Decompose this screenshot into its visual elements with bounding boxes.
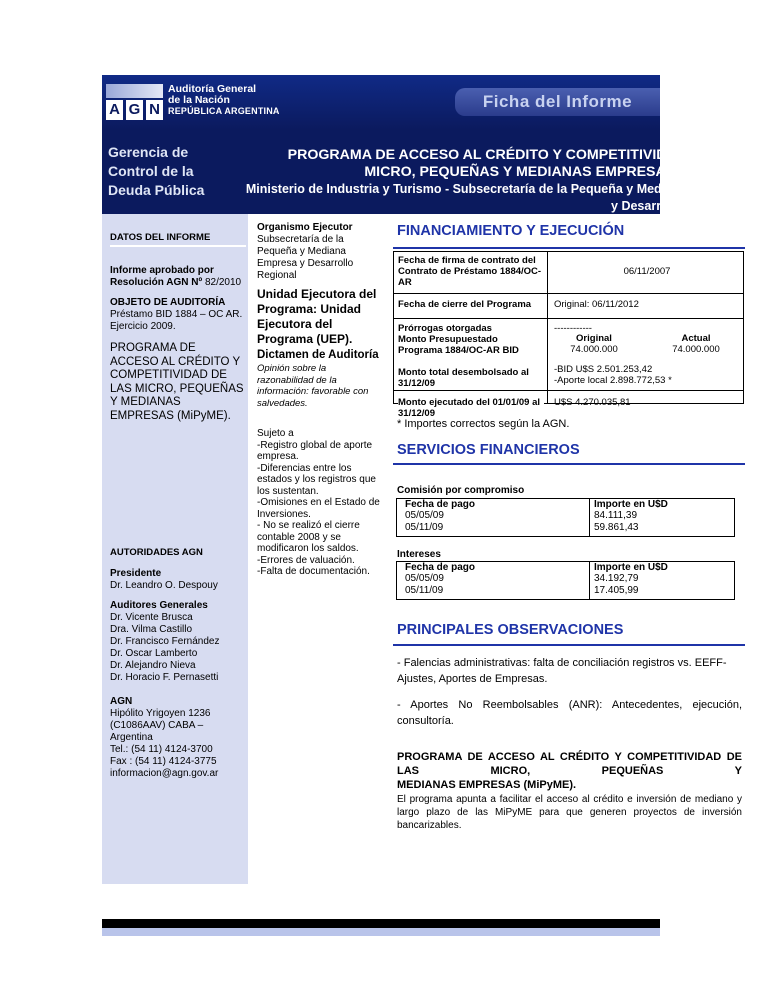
auditor-item: Dr. Horacio F. Pernasetti — [110, 672, 219, 683]
table-border — [743, 251, 744, 404]
col-actual: Actual — [681, 333, 711, 344]
salvedad-item: -Registro global de aporte empresa. — [257, 439, 373, 462]
salvedad-item: -Diferencias entre los estados y los registros que los sustentan. — [257, 462, 376, 497]
agn-email-link[interactable]: informacion@agn.gov.ar — [110, 768, 219, 779]
unidad-ejecutora: Unidad Ejecutora del Programa: Unidad Ejecutora del Programa (UEP). — [257, 287, 377, 346]
gerencia-label: Gerencia de Control de la Deuda Pública — [108, 144, 205, 198]
program-subtitle: Ministerio de Industria y Turismo - Subsecretaría de la Pequeña y Mediana Empresa y Desarrollo Regional. — [245, 182, 743, 213]
desembolsado-local: -Aporte local 2.898.772,53 * — [554, 375, 672, 386]
table-row-divider — [393, 390, 744, 391]
presidente-label: Presidente — [110, 568, 162, 579]
prorrogas-value: ------------ — [554, 323, 592, 334]
org-ejec-value: Subsecretaría de la Pequeña y Mediana Empresa y Desarrollo Regional — [257, 234, 354, 281]
agn-address-line: Hipólito Yrigoyen 1236 — [110, 708, 211, 719]
agn-logo — [106, 84, 166, 120]
agn-fax: Fax : (54 11) 4124-3775 — [110, 756, 217, 767]
intereses-table — [396, 561, 734, 599]
dictamen-label: Dictamen de Auditoría — [257, 349, 379, 361]
salvedad-item: - No se realizó el cierre contable 2008 y se modificaron los saldos. — [257, 520, 360, 554]
table-divider — [547, 251, 548, 404]
organismo-ejecutor — [257, 222, 385, 282]
dictamen-opinion: Opinión sobre la razonabilidad de la información: favorable con salvedades. — [257, 363, 369, 409]
observacion-item: - Falencias administrativas: falta de conciliación registros vs. EEFF-Ajustes, Aportes de Empresas. — [397, 657, 727, 685]
desembolsado-bid: -BID U$S 2.501.253,42 — [554, 364, 653, 375]
logo-letter-n: N — [146, 100, 163, 120]
servicios-heading: SERVICIOS FINANCIEROS — [397, 442, 580, 458]
dictamen — [257, 349, 385, 409]
salvedad-item: -Errores de valuación. — [257, 554, 355, 566]
cierre-value: Original: 06/11/2012 — [554, 299, 639, 310]
objeto-auditoria — [110, 297, 246, 333]
table-border — [393, 251, 744, 252]
objeto-label: OBJETO DE AUDITORÍA — [110, 297, 226, 308]
objeto-value: Préstamo BID 1884 – OC AR. Ejercicio 2009. — [110, 309, 243, 332]
logo-top-stripe — [106, 84, 163, 98]
comision-fecha: 05/11/09 — [405, 522, 444, 533]
comision-fecha: 05/05/09 — [405, 510, 444, 521]
prorrogas-label: Prórrogas otorgadas — [398, 323, 492, 334]
agn-address-line: (C1086AAV) CABA – — [110, 720, 204, 731]
col-fecha: Fecha de pago — [405, 499, 476, 510]
col-importe: Importe en U$D — [594, 499, 668, 510]
presidente — [110, 568, 246, 592]
program-heading-cont: MEDIANAS EMPRESAS (MiPyME). — [397, 779, 577, 791]
org-name-line3: REPÚBLICA ARGENTINA — [168, 106, 280, 116]
salvedad-item: -Omisiones en el Estado de Inversiones. — [257, 497, 380, 520]
intereses-importe: 17.405,99 — [594, 585, 639, 596]
informe-aprobado-value: 82/2010 — [204, 277, 242, 288]
firma-label: Fecha de firma de contrato del Contrato de Préstamo 1884/OC-AR — [398, 255, 542, 288]
comision-table — [396, 498, 734, 536]
presidente-name: Dr. Leandro O. Despouy — [110, 580, 218, 591]
table-border — [393, 251, 394, 404]
financiamiento-table — [393, 251, 744, 419]
ejecutado-value: U$S 4.270.035,81 — [554, 397, 631, 408]
auditor-item: Dr. Alejandro Nieva — [110, 660, 196, 671]
table-row-divider — [393, 293, 744, 294]
agn-contact — [110, 696, 246, 780]
salvedades-list — [257, 428, 385, 578]
table-row-divider — [393, 318, 744, 319]
intereses-fecha: 05/05/09 — [405, 573, 444, 584]
auditor-item: Dra. Vilma Castillo — [110, 624, 193, 635]
autoridades-heading: AUTORIDADES AGN — [110, 547, 203, 558]
col-original: Original — [576, 333, 612, 344]
program-heading: PROGRAMA DE ACCESO AL CRÉDITO Y COMPETITIVIDAD DE LAS MICRO, PEQUEÑAS Y — [397, 751, 742, 777]
intereses-importe: 34.192,79 — [594, 573, 639, 584]
original-value: 74.000.000 — [570, 344, 618, 355]
agn-address-line: Argentina — [110, 732, 153, 743]
comision-importe: 84.111,39 — [594, 510, 638, 521]
col-fecha: Fecha de pago — [405, 562, 476, 573]
section-rule — [393, 463, 745, 465]
logo-letter-a: A — [106, 100, 123, 120]
auditores-label: Auditores Generales — [110, 600, 208, 611]
financiamiento-heading: FINANCIAMIENTO Y EJECUCIÓN — [397, 223, 625, 239]
ficha-tab: Ficha del Informe — [455, 88, 660, 116]
informe-aprobado — [110, 265, 246, 289]
agn-contact-label: AGN — [110, 696, 133, 707]
footer-bar — [102, 919, 660, 928]
footer-bar-light — [102, 928, 660, 936]
comision-label: Comisión por compromiso — [397, 485, 525, 496]
intereses-label: Intereses — [397, 549, 441, 560]
program-description: El programa apunta a facilitar el acceso al crédito e inversión de mediano y largo plazo de las MiPyME para que generen proyectos de inversión bancarizables. — [397, 794, 742, 831]
section-rule — [393, 644, 745, 646]
observaciones-heading: PRINCIPALES OBSERVACIONES — [397, 622, 624, 638]
org-ejec-label: Organismo Ejecutor — [257, 222, 353, 233]
informe-aprobado-label: Informe aprobado por Resolución AGN Nº — [110, 265, 214, 288]
org-name — [168, 84, 280, 117]
observacion-item: - Aportes No Reembolsables (ANR): Antecedentes, ejecución, consultoría. — [397, 699, 742, 727]
auditor-item: Dr. Francisco Fernández — [110, 636, 220, 647]
firma-value: 06/11/2007 — [623, 266, 671, 277]
salvedad-item: Sujeto a — [257, 428, 294, 439]
comision-importe: 59.861,43 — [594, 522, 639, 533]
logo-letter-g: G — [126, 100, 143, 120]
datos-informe-heading: DATOS DEL INFORME — [110, 232, 246, 247]
auditores-generales — [110, 600, 246, 684]
actual-value: 74.000.000 — [672, 344, 720, 355]
intereses-fecha: 05/11/09 — [405, 585, 444, 596]
org-name-line2: de la Nación — [168, 94, 230, 106]
salvedad-item: -Falta de documentación. — [257, 566, 370, 577]
section-rule — [393, 247, 745, 249]
org-name-line1: Auditoría General — [168, 83, 257, 95]
sidebar-program-name: PROGRAMA DE ACCESO AL CRÉDITO Y COMPETITIVIDAD DE LAS MICRO, PEQUEÑAS Y MEDIANAS EMPRESAS (MiPyME). — [110, 342, 244, 422]
agn-phone: Tel.: (54 11) 4124-3700 — [110, 744, 213, 755]
program-title: PROGRAMA DE ACCESO AL CRÉDITO Y COMPETITIVIDAD DE LAS MICRO, PEQUEÑAS Y MEDIANAS EMPRESAS (MiPyME) — [287, 147, 743, 180]
auditor-item: Dr. Oscar Lamberto — [110, 648, 198, 659]
ejecutado-label: Monto ejecutado del 01/01/09 al 31/12/09 — [398, 397, 544, 419]
desembolsado-label: Monto total desembolsado al 31/12/09 — [398, 367, 529, 389]
cierre-label: Fecha de cierre del Programa — [398, 299, 532, 310]
importes-note: * Importes correctos según la AGN. — [397, 418, 570, 430]
col-importe: Importe en U$D — [594, 562, 668, 573]
auditor-item: Dr. Vicente Brusca — [110, 612, 193, 623]
presupuestado-label: Monto Presupuestado Programa 1884/OC-AR BID — [398, 334, 519, 356]
